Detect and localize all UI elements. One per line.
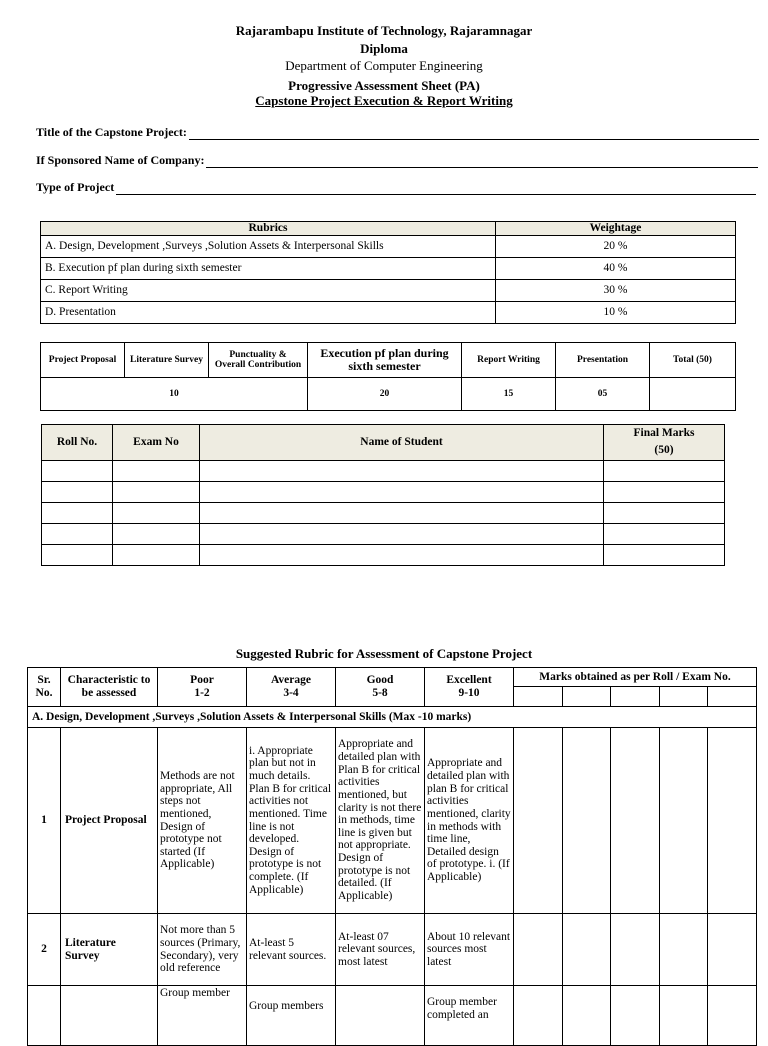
col-punctuality: Punctuality & Overall Contribution (209, 343, 308, 378)
program-name: Diploma (360, 41, 408, 56)
row-good: Appropriate and detailed plan with Plan B for critical activities mentioned, but clarity is not there in methods, time line is given but not appropriate. Design of prototype is not detailed. (If Applicable) (336, 728, 425, 914)
marks-cell[interactable] (514, 914, 563, 986)
name-cell[interactable] (200, 481, 604, 502)
col-literature-survey: Literature Survey (125, 343, 209, 378)
marks-cell[interactable] (611, 728, 660, 914)
table-row (42, 544, 725, 565)
excellent-range: 9-10 (458, 687, 480, 699)
rubrics-table (40, 221, 736, 324)
marks-cell[interactable] (604, 502, 725, 523)
col-student-name: Name of Student (200, 425, 604, 461)
weightage-header: Weightage (496, 222, 736, 236)
project-title-field[interactable] (36, 125, 759, 140)
marks-cell[interactable] (562, 986, 611, 1046)
project-title-line (189, 129, 759, 140)
table-row (42, 502, 725, 523)
col-total: Total (50) (650, 343, 736, 378)
marks-distribution-table (40, 342, 736, 411)
roll-col-1[interactable] (514, 687, 563, 707)
project-type-label: Type of Project (36, 180, 115, 194)
project-type-line (116, 184, 756, 195)
row-good (336, 986, 425, 1046)
marks-cell[interactable] (562, 914, 611, 986)
name-cell[interactable] (200, 460, 604, 481)
table-row (28, 728, 757, 914)
project-title-label: Title of the Capstone Project: (36, 125, 187, 139)
roll-cell[interactable] (42, 502, 113, 523)
table-row (42, 481, 725, 502)
marks-cell[interactable] (708, 986, 757, 1046)
suggested-rubric-title: Suggested Rubric for Assessment of Capstone Project (235, 646, 533, 661)
marks-cell[interactable] (659, 914, 708, 986)
roll-col-3[interactable] (611, 687, 660, 707)
col-report-writing: Report Writing (462, 343, 556, 378)
marks-cell[interactable] (562, 728, 611, 914)
marks-value-b: 20 (308, 378, 462, 411)
suggested-rubric-table (27, 667, 757, 1046)
table-row (41, 301, 736, 323)
marks-value-a: 10 (41, 378, 308, 411)
roll-cell[interactable] (42, 460, 113, 481)
table-row (41, 257, 736, 279)
col-characteristic: Characteristic to be assessed (61, 668, 158, 707)
table-row (28, 986, 757, 1046)
marks-cell[interactable] (611, 986, 660, 1046)
table-row (41, 235, 736, 257)
students-table (41, 424, 725, 566)
rubric-weight: 30 % (496, 279, 736, 301)
table-row (42, 460, 725, 481)
excellent-label: Excellent (446, 674, 492, 687)
row-poor: Not more than 5 sources (Primary, Secondary), very old reference (158, 914, 247, 986)
marks-cell[interactable] (604, 544, 725, 565)
row-characteristic: Project Proposal (61, 728, 158, 914)
good-label: Good (366, 674, 394, 687)
average-label: Average (270, 674, 311, 687)
exam-cell[interactable] (113, 523, 200, 544)
rubric-name: A. Design, Development ,Surveys ,Solution Assets & Interpersonal Skills (41, 235, 496, 257)
row-characteristic: Literature Survey (61, 914, 158, 986)
name-cell[interactable] (200, 544, 604, 565)
marks-value-c: 15 (462, 378, 556, 411)
exam-cell[interactable] (113, 481, 200, 502)
marks-cell[interactable] (611, 914, 660, 986)
col-average (247, 668, 336, 707)
row-excellent: About 10 relevant sources most latest (425, 914, 514, 986)
col-execution: Execution pf plan during sixth semester (308, 343, 462, 378)
poor-range: 1-2 (194, 687, 210, 699)
marks-cell[interactable] (659, 728, 708, 914)
rubric-weight: 40 % (496, 257, 736, 279)
marks-cell[interactable] (708, 914, 757, 986)
roll-cell[interactable] (42, 523, 113, 544)
table-row (42, 523, 725, 544)
section-a-heading: A. Design, Development ,Surveys ,Solution Assets & Interpersonal Skills (Max -10 marks) (28, 707, 757, 728)
row-excellent: Group member completed an (425, 986, 514, 1046)
row-sr: 2 (28, 914, 61, 986)
final-marks-max: (50) (654, 444, 674, 457)
marks-cell[interactable] (604, 523, 725, 544)
rubric-name: C. Report Writing (41, 279, 496, 301)
marks-value-d: 05 (556, 378, 650, 411)
rubrics-header: Rubrics (41, 222, 496, 236)
row-average: i. Appropriate plan but not in much details. Plan B for critical activities not mentioned. Time line is not developed. Design of prototype is not complete. (If Applicable) (247, 728, 336, 914)
course-title: Capstone Project Execution & Report Writing (255, 93, 513, 108)
col-good (336, 668, 425, 707)
marks-cell[interactable] (514, 728, 563, 914)
col-marks-obtained: Marks obtained as per Roll / Exam No. (514, 668, 757, 687)
col-exam-no: Exam No (113, 425, 200, 461)
col-project-proposal: Project Proposal (41, 343, 125, 378)
marks-cell[interactable] (708, 728, 757, 914)
col-poor (158, 668, 247, 707)
sheet-title: Progressive Assessment Sheet (PA) (288, 78, 480, 93)
rubric-name: B. Execution pf plan during sixth semester (41, 257, 496, 279)
row-sr (28, 986, 61, 1046)
marks-cell[interactable] (604, 481, 725, 502)
col-presentation: Presentation (556, 343, 650, 378)
marks-value-total[interactable] (650, 378, 736, 411)
exam-cell[interactable] (113, 544, 200, 565)
col-excellent (425, 668, 514, 707)
institute-name: Rajarambapu Institute of Technology, Rajaramnagar (235, 23, 533, 38)
rubric-weight: 20 % (496, 235, 736, 257)
sponsor-line (206, 157, 758, 168)
row-poor: Group member (158, 986, 247, 1046)
department-name: Department of Computer Engineering (285, 58, 483, 73)
project-type-field[interactable] (36, 180, 756, 195)
good-range: 5-8 (372, 687, 388, 699)
row-average: Group members (247, 986, 336, 1046)
table-row (41, 279, 736, 301)
row-excellent: Appropriate and detailed plan with plan B for critical activities mentioned, clarity in methods with time line, Detailed design of prototype. i. (If Applicable) (425, 728, 514, 914)
row-poor: Methods are not appropriate, All steps not mentioned, Design of prototype not started (If Applicable) (158, 728, 247, 914)
table-row (28, 914, 757, 986)
col-roll-no: Roll No. (42, 425, 113, 461)
row-average: At-least 5 relevant sources. (247, 914, 336, 986)
poor-label: Poor (190, 674, 214, 687)
exam-cell[interactable] (113, 460, 200, 481)
average-range: 3-4 (283, 687, 299, 699)
sponsor-field[interactable] (36, 153, 758, 168)
marks-cell[interactable] (514, 986, 563, 1046)
name-cell[interactable] (200, 502, 604, 523)
col-final-marks (604, 425, 725, 461)
roll-col-4[interactable] (659, 687, 708, 707)
row-good: At-least 07 relevant sources, most latest (336, 914, 425, 986)
col-sr-no: Sr. No. (28, 668, 61, 707)
rubric-name: D. Presentation (41, 301, 496, 323)
roll-col-2[interactable] (562, 687, 611, 707)
final-marks-label: Final Marks (633, 427, 695, 439)
roll-cell[interactable] (42, 481, 113, 502)
name-cell[interactable] (200, 523, 604, 544)
row-characteristic (61, 986, 158, 1046)
sponsor-label: If Sponsored Name of Company: (36, 153, 205, 167)
marks-cell[interactable] (659, 986, 708, 1046)
roll-col-5[interactable] (708, 687, 757, 707)
exam-cell[interactable] (113, 502, 200, 523)
marks-cell[interactable] (604, 460, 725, 481)
roll-cell[interactable] (42, 544, 113, 565)
row-sr: 1 (28, 728, 61, 914)
rubric-weight: 10 % (496, 301, 736, 323)
table-row (41, 378, 736, 411)
